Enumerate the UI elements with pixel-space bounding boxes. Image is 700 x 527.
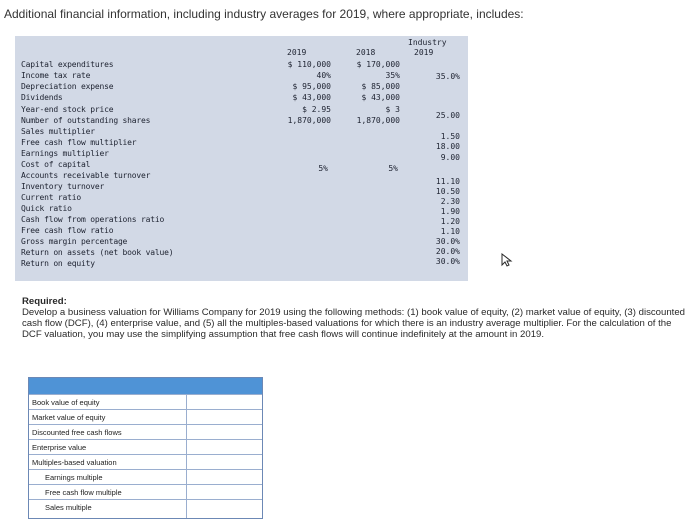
col-2019-header: 2019 (287, 48, 307, 57)
dep-2019: $ 95,000 (292, 82, 331, 91)
label-fcf-multiplier: Free cash flow multiplier (21, 138, 137, 147)
row-fcf-multiple[interactable] (29, 484, 262, 500)
label-tax-rate: Income tax rate (21, 71, 91, 80)
row-dcf[interactable] (29, 424, 262, 440)
required-text: Develop a business valuation for Williams Company for 2019 using the following methods: (1) book value of equity, (2) market value of equity, (3) discounted cash flow (DCF), (4) enterprise value, and (5) all the multiples-based valuations for which there is an industry average multiplier. For the calculation of the DCF valuation, you may use the simplifying assumption that free cash flows will continue indefinitely at the amount in 2019. (22, 307, 686, 340)
label-sales-multiplier: Sales multiplier (21, 127, 95, 136)
price-2018: $ 3 (385, 105, 400, 114)
required-label: Required: (22, 296, 67, 307)
tax-2019: 40% (316, 71, 331, 80)
label-quick-ratio: Quick ratio (21, 204, 72, 213)
label-current-ratio: Current ratio (21, 193, 82, 202)
div-2019: $ 43,000 (292, 93, 331, 102)
row-multiples-header (29, 454, 262, 470)
row-book-value[interactable] (29, 394, 262, 410)
capex-2019: $ 110,000 (287, 60, 331, 69)
row-label: Free cash flow multiple (45, 488, 122, 497)
label-shares: Number of outstanding shares (21, 116, 151, 125)
tax-industry: 35.0% (435, 72, 460, 81)
capex-2018: $ 170,000 (356, 60, 400, 69)
financial-data-panel (15, 36, 468, 281)
fcf-multiplier-industry: 18.00 (435, 142, 460, 151)
row-label: Enterprise value (32, 443, 87, 452)
label-cfo-ratio: Cash flow from operations ratio (21, 215, 165, 224)
ar-turnover-industry: 11.10 (435, 177, 460, 186)
coc-2018: 5% (388, 164, 398, 173)
earnings-multiplier-industry: 9.00 (440, 153, 460, 162)
col-2018-header: 2018 (356, 48, 376, 57)
dep-2018: $ 85,000 (361, 82, 400, 91)
price-industry: 25.00 (435, 111, 460, 120)
price-2019: $ 2.95 (302, 105, 331, 114)
row-label: Sales multiple (45, 503, 92, 512)
label-inventory-turnover: Inventory turnover (21, 182, 105, 191)
label-earnings-multiplier: Earnings multiplier (21, 149, 109, 158)
mouse-cursor-icon (500, 253, 514, 267)
row-label: Earnings multiple (45, 473, 103, 482)
row-enterprise-value[interactable] (29, 439, 262, 455)
shares-2018: 1,870,000 (356, 116, 400, 125)
row-label: Multiples-based valuation (32, 458, 117, 467)
row-label: Market value of equity (32, 413, 106, 422)
row-sales-multiple[interactable] (29, 499, 262, 518)
industry-year-header: 2019 (414, 48, 434, 57)
coc-2019: 5% (318, 164, 328, 173)
fcf-ratio-industry: 1.10 (440, 227, 460, 236)
industry-header: Industry (408, 38, 447, 47)
row-market-value[interactable] (29, 409, 262, 425)
current-ratio-industry: 2.30 (440, 197, 460, 206)
tax-2018: 35% (385, 71, 400, 80)
quick-ratio-industry: 1.90 (440, 207, 460, 216)
row-label: Book value of equity (32, 398, 100, 407)
page-heading: Additional financial information, including industry averages for 2019, where appropriate, includes: (4, 7, 524, 21)
label-capex: Capital expenditures (21, 60, 114, 69)
label-fcf-ratio: Free cash flow ratio (21, 226, 114, 235)
label-gross-margin: Gross margin percentage (21, 237, 128, 246)
gross-margin-industry: 30.0% (435, 237, 460, 246)
answer-table (28, 377, 263, 519)
label-stock-price: Year-end stock price (21, 105, 114, 114)
roa-industry: 20.0% (435, 247, 460, 256)
label-dividends: Dividends (21, 93, 63, 102)
row-label: Discounted free cash flows (32, 428, 122, 437)
div-2018: $ 43,000 (361, 93, 400, 102)
row-earnings-multiple[interactable] (29, 469, 262, 485)
answer-table-header (29, 378, 262, 394)
label-roa: Return on assets (net book value) (21, 248, 174, 257)
sales-multiplier-industry: 1.50 (440, 132, 460, 141)
cfo-ratio-industry: 1.20 (440, 217, 460, 226)
label-ar-turnover: Accounts receivable turnover (21, 171, 151, 180)
required-section (22, 296, 692, 340)
label-cost-of-capital: Cost of capital (21, 160, 91, 169)
label-depreciation: Depreciation expense (21, 82, 114, 91)
roe-industry: 30.0% (435, 257, 460, 266)
label-roe: Return on equity (21, 259, 95, 268)
shares-2019: 1,870,000 (287, 116, 331, 125)
inventory-turnover-industry: 10.50 (435, 187, 460, 196)
